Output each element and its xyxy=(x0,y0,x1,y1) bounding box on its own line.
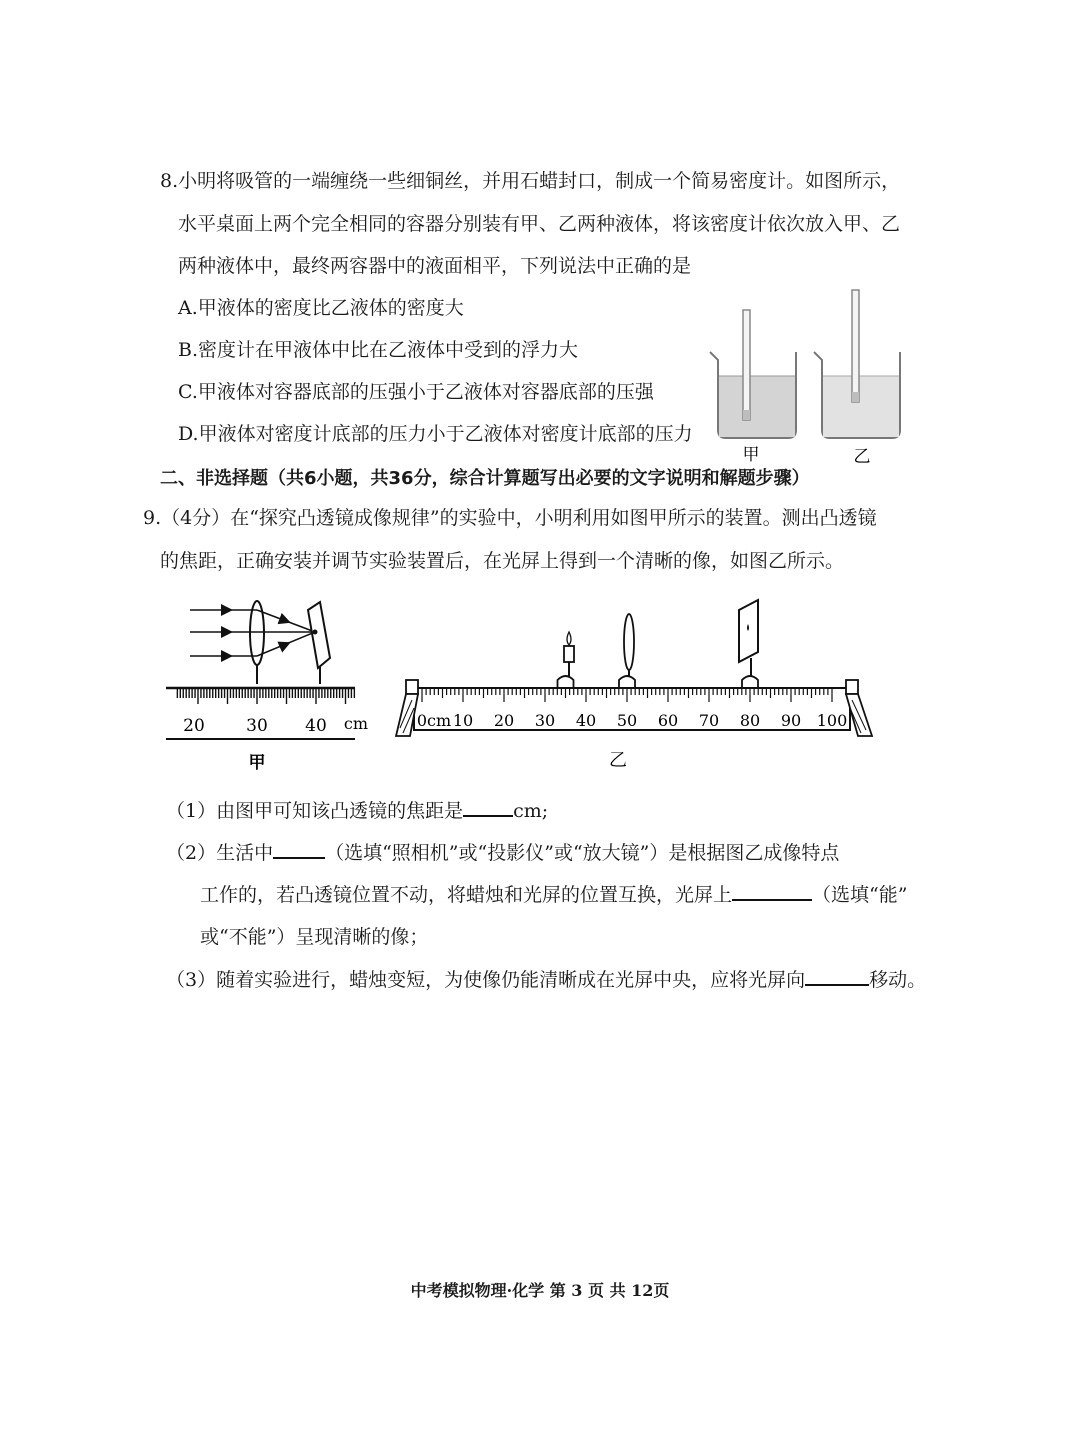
beaker-yi xyxy=(814,290,900,438)
ruler-yi-label: 0cm xyxy=(416,711,452,730)
q8-beakers-figure xyxy=(700,280,910,470)
q9-sub2-text-d: （选填“能” xyxy=(812,884,908,906)
q8-option-c: C.甲液体对容器底部的压强小于乙液体对容器底部的压强 xyxy=(178,381,654,403)
q8-stem-line1: 8.小明将吸管的一端缠绕一些细铜丝，并用石蜡封口，制成一个简易密度计。如图所示， xyxy=(160,170,901,192)
q9-sub2-blank2[interactable] xyxy=(732,883,812,901)
ruler-yi-label: 10 xyxy=(452,711,474,730)
ruler-yi-label: 30 xyxy=(534,711,556,730)
q9-sub3-tail: 移动。 xyxy=(869,969,927,991)
q9-sub1-blank[interactable] xyxy=(463,799,513,817)
q9-stem-line2: 的焦距，正确安装并调节实验装置后，在光屏上得到一个清晰的像，如图乙所示。 xyxy=(160,550,845,572)
page-footer: 中考模拟物理·化学 第 3 页 共 12页 xyxy=(410,1281,670,1300)
section2-title: 二、非选择题（共6小题，共36分，综合计算题写出必要的文字说明和解题步骤） xyxy=(160,468,810,489)
q9-stem-line1: 9.（4分）在“探究凸透镜成像规律”的实验中，小明利用如图甲所示的装置。测出凸透镜 xyxy=(143,507,877,529)
ruler-jia-tick-40: 40 xyxy=(305,716,327,736)
q9-sub2-text-a: （2）生活中 xyxy=(166,842,274,864)
ruler-yi-label: 70 xyxy=(698,711,720,730)
ruler-jia-tick-30: 30 xyxy=(246,716,268,736)
beaker-jia xyxy=(710,310,796,438)
q8-option-a: A.甲液体的密度比乙液体的密度大 xyxy=(178,297,464,319)
bench-holder xyxy=(742,676,758,688)
q9-figure-jia xyxy=(160,596,375,776)
ruler-yi-label: 100 xyxy=(816,711,848,730)
light-screen xyxy=(739,600,758,680)
candle xyxy=(564,632,574,678)
q9-sub3-blank[interactable] xyxy=(805,968,869,986)
ruler-yi-label: 60 xyxy=(657,711,679,730)
figure-yi-caption: 乙 xyxy=(609,750,627,771)
bench-holder xyxy=(558,676,574,688)
ruler-yi-label: 80 xyxy=(739,711,761,730)
ruler-jia xyxy=(166,688,355,704)
q9-sub2-blank1[interactable] xyxy=(273,841,325,859)
q9-sub2-text-b: （选填“照相机”或“投影仪”或“放大镜”）是根据图乙成像特点 xyxy=(325,842,840,864)
q8-stem-line3: 两种液体中，最终两容器中的液面相平，下列说法中正确的是 xyxy=(178,255,692,277)
ruler-yi-label: 40 xyxy=(575,711,597,730)
ruler-yi-label: 20 xyxy=(493,711,515,730)
figure-jia-caption: 甲 xyxy=(248,753,266,773)
beaker-label-jia: 甲 xyxy=(742,445,760,465)
q9-sub2-line1 xyxy=(166,840,839,866)
ruler-jia-unit: cm xyxy=(343,714,369,733)
q9-sub1-unit: cm; xyxy=(513,800,549,822)
q8-option-d: D.甲液体对密度计底部的压力小于乙液体对密度计底部的压力 xyxy=(178,423,693,445)
ruler-yi-label: 50 xyxy=(616,711,638,730)
q9-sub3 xyxy=(166,967,926,993)
beaker-label-yi: 乙 xyxy=(853,447,871,467)
q9-sub2-line3: 或“不能”）呈现清晰的像； xyxy=(200,926,429,948)
ruler-jia-tick-20: 20 xyxy=(183,716,205,736)
q9-sub2-text-c: 工作的，若凸透镜位置不动，将蜡烛和光屏的位置互换，光屏上 xyxy=(200,884,733,906)
q8-stem-line2: 水平桌面上两个完全相同的容器分别装有甲、乙两种液体，将该密度计依次放入甲、乙 xyxy=(178,213,901,235)
convex-lens xyxy=(624,614,634,680)
q9-sub1-text: （1）由图甲可知该凸透镜的焦距是 xyxy=(166,800,464,822)
q9-sub1 xyxy=(166,798,548,824)
q8-option-b: B.密度计在甲液体中比在乙液体中受到的浮力大 xyxy=(178,339,579,361)
bench-holder xyxy=(619,676,635,688)
q9-sub2-line2 xyxy=(200,882,907,908)
bench-holders xyxy=(558,676,759,688)
q9-sub3-text: （3）随着实验进行，蜡烛变短，为使像仍能清晰成在光屏中央，应将光屏向 xyxy=(166,969,806,991)
ruler-yi-label: 90 xyxy=(780,711,802,730)
q9-figure-yi xyxy=(392,596,882,776)
